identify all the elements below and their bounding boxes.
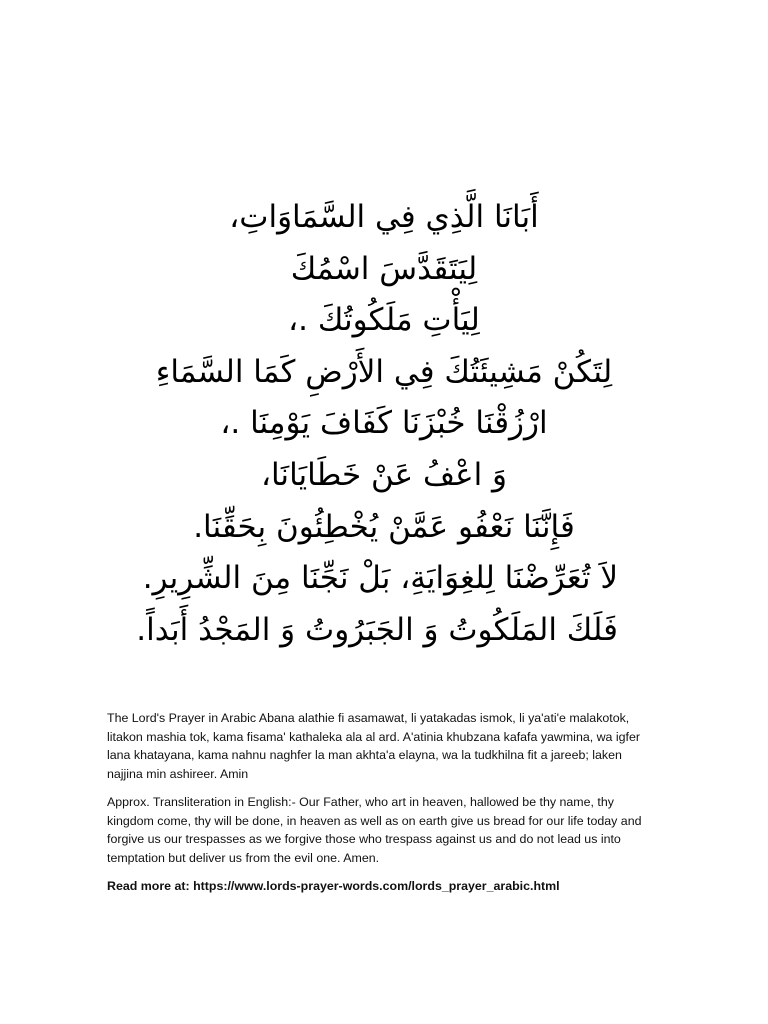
arabic-prayer-line: فَإِنَّنَا نَعْفُو عَمَّنْ يُخْطِئُونَ بِحَقِّنَا. xyxy=(193,508,575,545)
arabic-prayer-line: ارْزُقْنَا خُبْزَنَا كَفَافَ يَوْمِنَا .، xyxy=(220,405,548,442)
arabic-prayer-line: فَلَكَ المَلَكُوتُ وَ الجَبَرُوتُ وَ المَجْدُ أَبَداً. xyxy=(136,611,618,648)
read-more-link[interactable]: Read more at: https://www.lords-prayer-words.com/lords_prayer_arabic.html xyxy=(107,878,560,893)
prayer-description xyxy=(107,709,659,905)
arabic-prayer-line: لِتَكُنْ مَشِيئَتُكَ فِي الأَرْضِ كَمَا السَّمَاءِ xyxy=(155,353,613,390)
arabic-prayer-line: وَ اعْفُ عَنْ خَطَايَانَا، xyxy=(260,456,508,493)
arabic-prayer-text xyxy=(136,192,618,656)
english-translation-paragraph: Approx. Transliteration in English:- Our Father, who art in heaven, hallowed be thy name, thy kingdom come, thy will be done, in heaven as well as on earth give us bread for our life today and forgive us our trespasses as we forgive those who trespass against us and do not lead us into temptation but deliver us from the evil one. Amen. xyxy=(107,794,642,865)
arabic-prayer-line: لِيَأْتِ مَلَكُوتُكَ .، xyxy=(288,302,480,339)
arabic-prayer-line: أَبَانَا الَّذِي فِي السَّمَاوَاتِ، xyxy=(229,199,539,235)
arabic-prayer-line: لِيَتَقَدَّسَ اسْمُكَ xyxy=(290,250,478,287)
transliteration-paragraph: The Lord's Prayer in Arabic Abana alathie fi asamawat, li yatakadas ismok, li ya'ati'e malakotok, litakon mashia tok, kama fisama' kathaleka ala al ard. A'atinia khubzana kafafa yawmina, wa igfer lana khatayana, kama nahnu naghfer la man akhta'a elayna, wa la tudkhilna fit a jareeb; laken najjina min ashireer. Amin xyxy=(107,711,640,781)
arabic-prayer-line: لاَ تُعَرِّضْنَا لِلغِوَايَةِ، بَلْ نَجِّنَا مِنَ الشِّرِيرِ. xyxy=(142,560,618,597)
